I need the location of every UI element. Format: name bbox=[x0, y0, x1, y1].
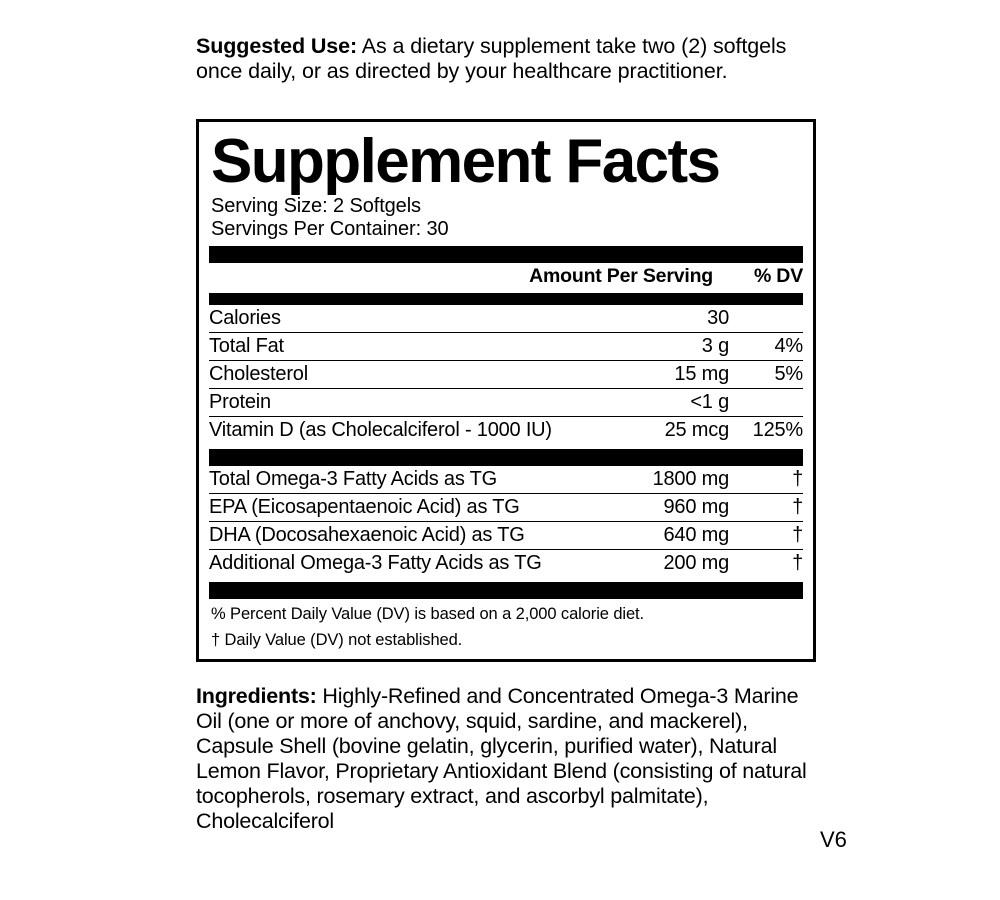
table-row bbox=[209, 522, 803, 550]
nutrient-dv bbox=[729, 305, 803, 333]
facts-table-omega bbox=[209, 466, 803, 577]
nutrient-dv: † bbox=[792, 552, 803, 575]
rule-thick-top bbox=[209, 246, 803, 263]
table-row bbox=[209, 333, 803, 361]
nutrient-dv: 125% bbox=[752, 419, 803, 442]
table-row bbox=[209, 466, 803, 494]
nutrient-amount: 25 mcg bbox=[664, 419, 729, 442]
nutrient-dv: † bbox=[729, 494, 803, 522]
rule-thick-mid bbox=[209, 449, 803, 466]
nutrient-amount: 200 mg bbox=[663, 552, 729, 575]
footnote-percent-dv: % Percent Daily Value (DV) is based on a 2,000 calorie diet. bbox=[211, 605, 645, 624]
table-row bbox=[209, 417, 803, 445]
ingredients-label: Ingredients: bbox=[196, 684, 317, 708]
nutrient-name: Calories bbox=[209, 305, 647, 333]
suggested-use-text: As a dietary supplement take two (2) softgels once daily, or as directed by your healthcare practitioner. bbox=[196, 34, 787, 83]
footnote-dagger: † Daily Value (DV) not established. bbox=[211, 631, 463, 650]
nutrient-amount: 15 mg bbox=[647, 361, 729, 389]
serving-size: Serving Size: 2 Softgels bbox=[211, 195, 421, 218]
nutrient-name: Total Omega-3 Fatty Acids as TG bbox=[209, 466, 632, 494]
ingredients-block bbox=[196, 684, 818, 834]
suggested-use-label: Suggested Use: bbox=[196, 34, 358, 58]
rule-thick-bottom bbox=[209, 582, 803, 599]
table-row bbox=[209, 361, 803, 389]
servings-per-container: Servings Per Container: 30 bbox=[211, 218, 449, 241]
nutrient-name: Vitamin D (as Cholecalciferol - 1000 IU) bbox=[209, 419, 552, 442]
nutrient-dv: 5% bbox=[729, 361, 803, 389]
nutrient-amount: 640 mg bbox=[632, 522, 729, 550]
nutrient-name: EPA (Eicosapentaenoic Acid) as TG bbox=[209, 494, 632, 522]
nutrient-amount: 960 mg bbox=[632, 494, 729, 522]
supplement-facts-title: Supplement Facts bbox=[211, 127, 720, 196]
table-row bbox=[209, 305, 803, 333]
ingredients-text: Highly-Refined and Concentrated Omega-3 Marine Oil (one or more of anchovy, squid, sardine, and mackerel), Capsule Shell (bovine gelatin, glycerin, purified water), Natural Lemon Flavor, Proprietary Antioxidant Blend (consisting of natural tocopherols, rosemary extract, and ascorbyl palmitate), Cholecalciferol bbox=[196, 684, 807, 833]
table-row bbox=[209, 494, 803, 522]
nutrient-name: DHA (Docosahexaenoic Acid) as TG bbox=[209, 522, 632, 550]
nutrient-name: Additional Omega-3 Fatty Acids as TG bbox=[209, 552, 542, 575]
nutrient-dv: 4% bbox=[729, 333, 803, 361]
nutrient-amount: 30 bbox=[647, 305, 729, 333]
nutrient-amount: 1800 mg bbox=[632, 466, 729, 494]
nutrient-dv bbox=[729, 389, 803, 417]
rule-thick-under-headers bbox=[209, 293, 803, 305]
version-code: V6 bbox=[820, 827, 847, 852]
nutrient-name: Total Fat bbox=[209, 333, 647, 361]
nutrient-name: Cholesterol bbox=[209, 361, 647, 389]
nutrient-dv: † bbox=[729, 466, 803, 494]
nutrient-amount: <1 g bbox=[647, 389, 729, 417]
table-row bbox=[209, 550, 803, 578]
column-header-amount: Amount Per Serving bbox=[529, 265, 713, 288]
column-header-dv: % DV bbox=[753, 265, 803, 288]
table-row bbox=[209, 389, 803, 417]
suggested-use-block bbox=[196, 34, 816, 84]
nutrient-name: Protein bbox=[209, 389, 647, 417]
nutrient-amount: 3 g bbox=[647, 333, 729, 361]
facts-column-headers bbox=[209, 263, 803, 290]
nutrient-dv: † bbox=[729, 522, 803, 550]
facts-table-top bbox=[209, 305, 803, 444]
supplement-facts-panel bbox=[196, 119, 816, 662]
